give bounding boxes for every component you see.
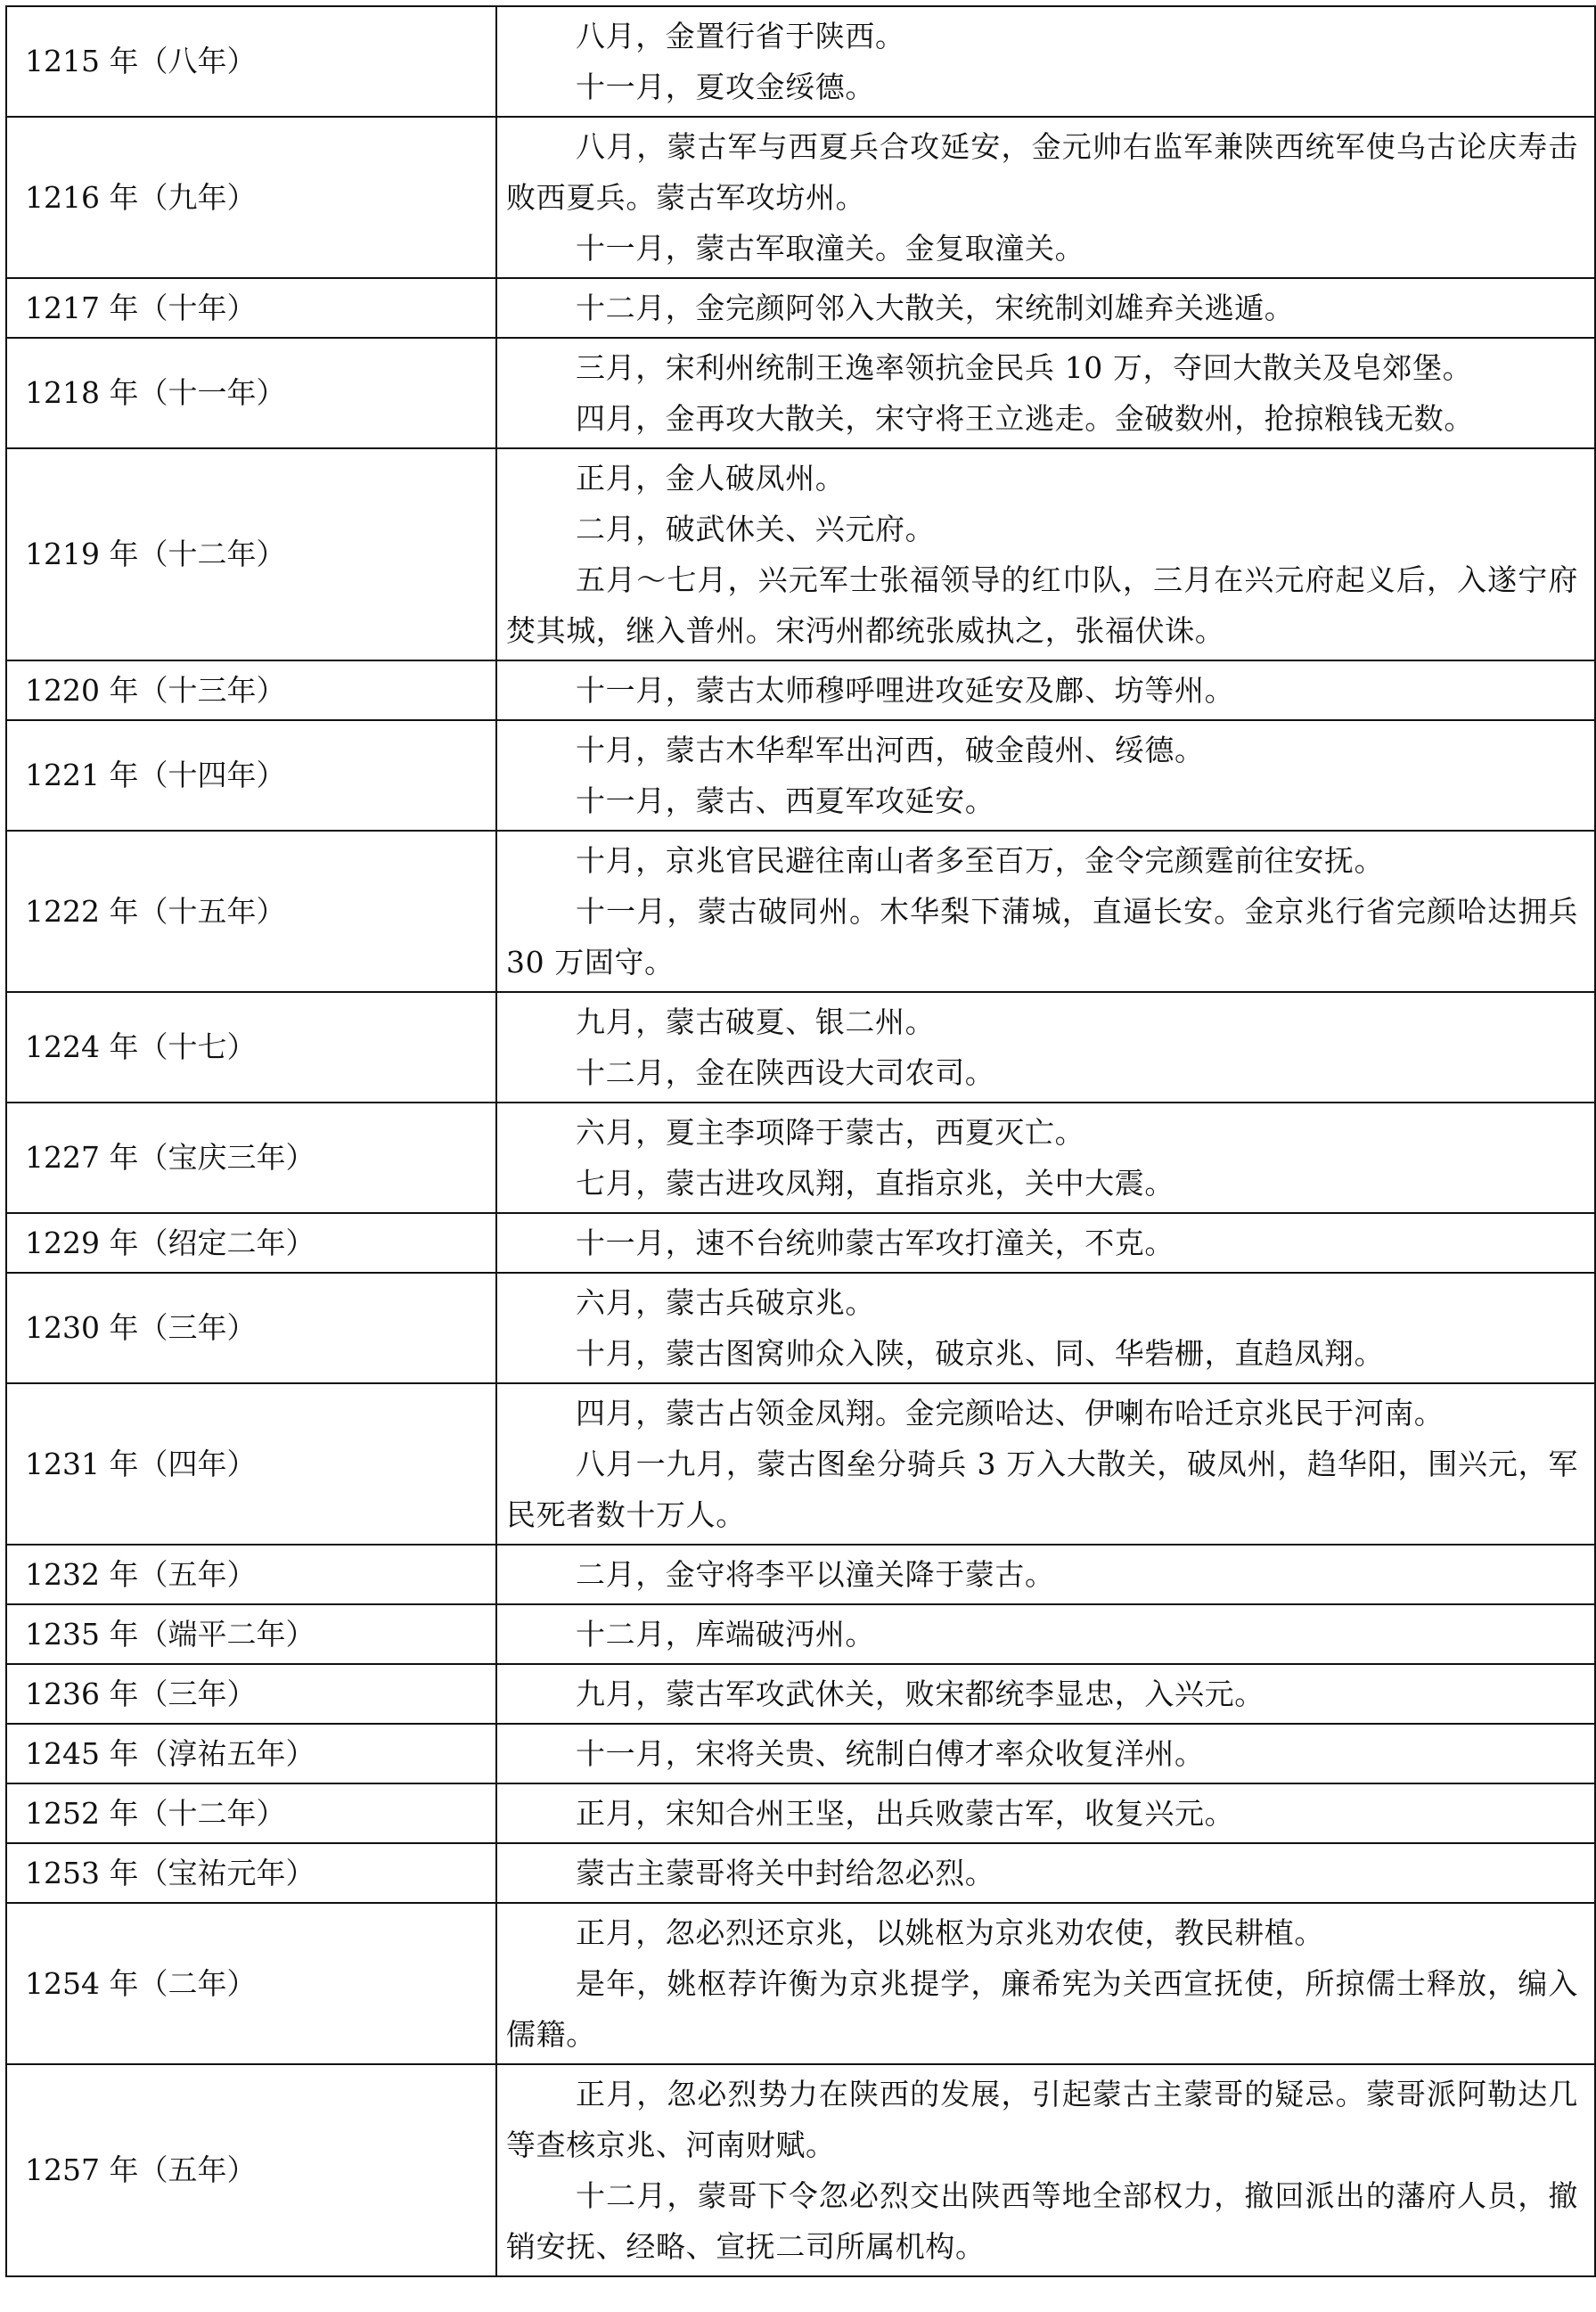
event-entry: 六月，蒙古兵破京兆。: [576, 1285, 875, 1320]
event-entry: 十二月，金在陕西设大司农司。: [576, 1055, 995, 1090]
table-row: [6, 1103, 1595, 1213]
event-entry: 十一月，夏攻金绥德。: [576, 70, 875, 104]
events-cell: [496, 1213, 1595, 1273]
table-row: [6, 1664, 1595, 1724]
events-cell: [496, 1273, 1595, 1383]
events-cell: [496, 2064, 1595, 2276]
year-cell: 1231 年（四年）: [6, 1383, 496, 1545]
events-cell: [496, 1383, 1595, 1545]
event-entry: 二月，金守将李平以潼关降于蒙古。: [576, 1557, 1055, 1592]
event-entry: 正月，金人破凤州。: [576, 461, 846, 496]
events-cell: [496, 278, 1595, 338]
table-row: [6, 278, 1595, 338]
year-cell: 1230 年（三年）: [6, 1273, 496, 1383]
table-row: [6, 831, 1595, 992]
event-entry: 八月一九月，蒙古图垒分骑兵 3 万入大散关，破凤州，趋华阳，围兴元，军民死者数十万人。: [506, 1447, 1578, 1532]
table-row: [6, 720, 1595, 831]
events-cell: [496, 1843, 1595, 1903]
event-entry: 十一月，蒙古太师穆呼哩进攻延安及鄜、坊等州。: [576, 673, 1235, 708]
event-entry: 十一月，蒙古、西夏军攻延安。: [576, 783, 995, 818]
events-cell: [496, 660, 1595, 720]
table-row: [6, 6, 1595, 117]
events-cell: [496, 1545, 1595, 1604]
events-cell: [496, 1664, 1595, 1724]
table-row: [6, 1383, 1595, 1545]
table-row: [6, 1545, 1595, 1604]
event-entry: 正月，忽必烈还京兆，以姚枢为京兆劝农使，教民耕植。: [576, 1915, 1324, 1950]
event-entry: 九月，蒙古破夏、银二州。: [576, 1004, 936, 1039]
year-cell: 1218 年（十一年）: [6, 338, 496, 448]
table-row: [6, 660, 1595, 720]
event-entry: 六月，夏主李项降于蒙古，西夏灭亡。: [576, 1115, 1085, 1150]
event-entry: 八月，蒙古军与西夏兵合攻延安，金元帅右监军兼陕西统军使乌古论庆寿击败西夏兵。蒙古军攻坊州。: [506, 129, 1578, 215]
year-cell: 1224 年（十七）: [6, 992, 496, 1103]
table-row: [6, 1724, 1595, 1783]
table-row: [6, 448, 1595, 660]
year-cell: 1216 年（九年）: [6, 117, 496, 278]
chronology-table-body: [6, 6, 1595, 2276]
events-cell: [496, 6, 1595, 117]
year-cell: 1215 年（八年）: [6, 6, 496, 117]
table-row: [6, 1843, 1595, 1903]
chronology-table: [5, 5, 1596, 2277]
events-cell: [496, 1604, 1595, 1664]
events-cell: [496, 338, 1595, 448]
events-cell: [496, 117, 1595, 278]
event-entry: 十一月，速不台统帅蒙古军攻打潼关，不克。: [576, 1226, 1174, 1260]
events-cell: [496, 1783, 1595, 1843]
table-row: [6, 1604, 1595, 1664]
event-entry: 四月，金再攻大散关，宋守将王立逃走。金破数州，抢掠粮钱无数。: [576, 401, 1474, 436]
event-entry: 十一月，宋将关贵、统制白傅才率众收复洋州。: [576, 1736, 1205, 1771]
event-entry: 四月，蒙古占领金凤翔。金完颜哈达、伊喇布哈迁京兆民于河南。: [576, 1396, 1445, 1431]
event-entry: 十二月，蒙哥下令忽必烈交出陕西等地全部权力，撤回派出的藩府人员，撤销安抚、经略、宣抚二司所属机构。: [506, 2178, 1578, 2264]
event-entry: 十月，蒙古木华犁军出河西，破金葭州、绥德。: [576, 733, 1205, 767]
table-row: [6, 1903, 1595, 2064]
table-row: [6, 117, 1595, 278]
year-cell: 1232 年（五年）: [6, 1545, 496, 1604]
events-cell: [496, 992, 1595, 1103]
year-cell: 1257 年（五年）: [6, 2064, 496, 2276]
year-cell: 1245 年（淳祐五年）: [6, 1724, 496, 1783]
event-entry: 十二月，金完颜阿邻入大散关，宋统制刘雄弃关逃遁。: [576, 291, 1295, 325]
events-cell: [496, 1903, 1595, 2064]
table-row: [6, 1213, 1595, 1273]
year-cell: 1227 年（宝庆三年）: [6, 1103, 496, 1213]
event-entry: 七月，蒙古进攻凤翔，直指京兆，关中大震。: [576, 1166, 1174, 1201]
year-cell: 1253 年（宝祐元年）: [6, 1843, 496, 1903]
year-cell: 1229 年（绍定二年）: [6, 1213, 496, 1273]
event-entry: 十一月，蒙古军取潼关。金复取潼关。: [576, 231, 1085, 266]
year-cell: 1254 年（二年）: [6, 1903, 496, 2064]
event-entry: 是年，姚枢荐许衡为京兆提学，廉希宪为关西宣抚使，所掠儒士释放，编入儒籍。: [506, 1966, 1578, 2052]
event-entry: 十一月，蒙古破同州。木华梨下蒲城，直逼长安。金京兆行省完颜哈达拥兵 30 万固守。: [506, 894, 1578, 980]
event-entry: 十月，蒙古图窝帅众入陕，破京兆、同、华砦栅，直趋凤翔。: [576, 1336, 1385, 1371]
table-row: [6, 1783, 1595, 1843]
year-cell: 1219 年（十二年）: [6, 448, 496, 660]
year-cell: 1217 年（十年）: [6, 278, 496, 338]
year-cell: 1236 年（三年）: [6, 1664, 496, 1724]
table-row: [6, 338, 1595, 448]
event-entry: 八月，金置行省于陕西。: [576, 19, 905, 53]
events-cell: [496, 1103, 1595, 1213]
year-cell: 1221 年（十四年）: [6, 720, 496, 831]
event-entry: 二月，破武休关、兴元府。: [576, 512, 936, 546]
year-cell: 1222 年（十五年）: [6, 831, 496, 992]
table-row: [6, 2064, 1595, 2276]
event-entry: 三月，宋利州统制王逸率领抗金民兵 10 万，夺回大散关及皂郊堡。: [576, 350, 1473, 385]
table-row: [6, 1273, 1595, 1383]
event-entry: 十二月，库端破沔州。: [576, 1617, 875, 1652]
event-entry: 正月，忽必烈势力在陕西的发展，引起蒙古主蒙哥的疑忌。蒙哥派阿勒达几等查核京兆、河南财赋。: [506, 2077, 1578, 2162]
year-cell: 1220 年（十三年）: [6, 660, 496, 720]
year-cell: 1252 年（十二年）: [6, 1783, 496, 1843]
event-entry: 蒙古主蒙哥将关中封给忽必烈。: [576, 1856, 995, 1890]
table-row: [6, 992, 1595, 1103]
event-entry: 十月，京兆官民避往南山者多至百万，金令完颜霆前往安抚。: [576, 843, 1385, 878]
event-entry: 正月，宋知合州王坚，出兵败蒙古军，收复兴元。: [576, 1796, 1235, 1831]
event-entry: 九月，蒙古军攻武休关，败宋都统李显忠，入兴元。: [576, 1677, 1265, 1711]
events-cell: [496, 720, 1595, 831]
event-entry: 五月～七月，兴元军士张福领导的红巾队，三月在兴元府起义后，入遂宁府焚其城，继入普州。宋沔州都统张威执之，张福伏诛。: [506, 562, 1578, 648]
events-cell: [496, 448, 1595, 660]
events-cell: [496, 831, 1595, 992]
events-cell: [496, 1724, 1595, 1783]
year-cell: 1235 年（端平二年）: [6, 1604, 496, 1664]
